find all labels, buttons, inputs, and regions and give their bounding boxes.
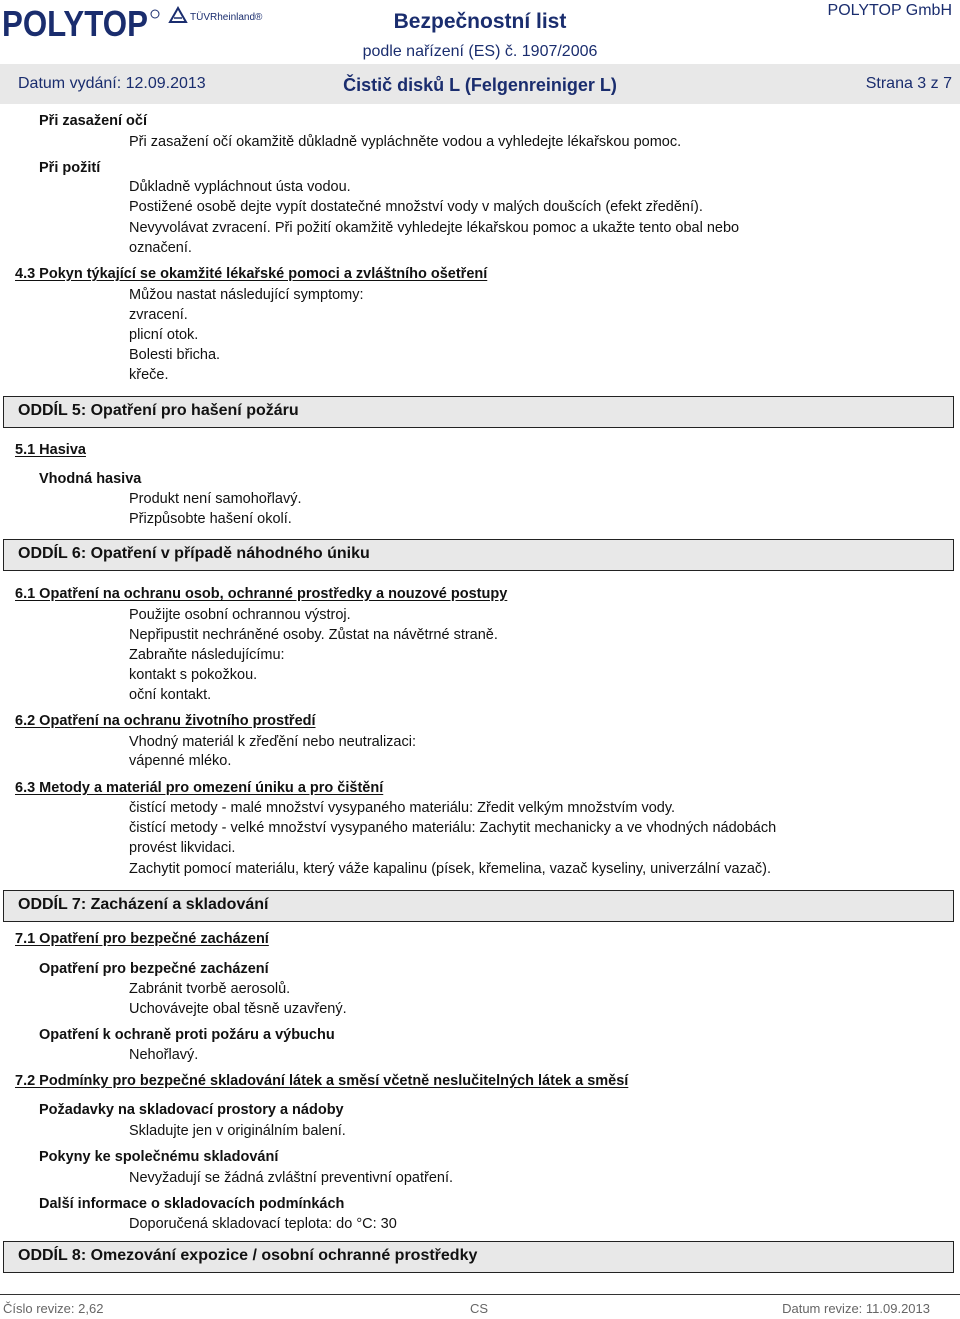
storage-info-label: Další informace o skladovacích podmínkách xyxy=(39,1196,345,1212)
protection-line: kontakt s pokožkou. xyxy=(129,667,258,683)
subsection-6-3-title: 6.3 Metody a materiál pro omezení úniku a pro čištění xyxy=(15,780,384,796)
ingestion-line: Postižené osobě dejte vypít dostatečné množství vody v malých doušcích (efekt zředění). xyxy=(129,199,703,215)
section-8-heading xyxy=(3,1241,954,1273)
svg-text:TÜVRheinland®: TÜVRheinland® xyxy=(190,12,263,23)
section-7-heading xyxy=(3,890,954,922)
section-8-title: ODDÍL 8: Omezování expozice / osobní ochranné prostředky xyxy=(18,1247,478,1264)
cleanup-line: Zachytit pomocí materiálu, který váže kapalinu (písek, křemelina, vazač kyseliny, univerzální vazač). xyxy=(129,861,772,877)
symptom-line: Bolesti břicha. xyxy=(129,347,221,363)
subsection-6-2-title: 6.2 Opatření na ochranu životního prostředí xyxy=(15,713,316,729)
section-7-title: ODDÍL 7: Zacházení a skladování xyxy=(18,896,269,913)
section-5-title: ODDÍL 5: Opatření pro hašení požáru xyxy=(18,402,299,419)
eye-contact-label: Při zasažení očí xyxy=(39,113,147,129)
environment-line: vápenné mléko. xyxy=(129,753,232,769)
subsection-6-1-title: 6.1 Opatření na ochranu osob, ochranné prostředky a nouzové postupy xyxy=(15,586,508,602)
suitable-media-line: Přizpůsobte hašení okolí. xyxy=(129,511,292,527)
subsection-4-3-title: 4.3 Pokyn týkající se okamžité lékařské pomoci a zvláštního ošetření xyxy=(15,266,488,282)
subsection-5-1-title: 5.1 Hasiva xyxy=(15,442,86,458)
joint-storage-text: Nevyžadují se žádná zvláštní preventivní opatření. xyxy=(129,1170,454,1186)
storage-info-text: Doporučená skladovací teplota: do °C: 30 xyxy=(129,1216,397,1232)
symptom-line: plicní otok. xyxy=(129,327,199,343)
cleanup-line: provést likvidaci. xyxy=(129,840,236,856)
section-6-title: ODDÍL 6: Opatření v případě náhodného úniku xyxy=(18,545,370,562)
ingestion-line: označení. xyxy=(129,240,192,256)
joint-storage-label: Pokyny ke společnému skladování xyxy=(39,1149,279,1165)
symptom-line: zvracení. xyxy=(129,307,188,323)
issue-date: Datum vydání: 12.09.2013 xyxy=(18,75,206,92)
storage-requirements-label: Požadavky na skladovací prostory a nádoby xyxy=(39,1102,344,1118)
environment-line: Vhodný materiál k zřeďění nebo neutralizaci: xyxy=(129,734,416,750)
symptom-line: Můžou nastat následující symptomy: xyxy=(129,287,364,303)
protection-line: Použijte osobní ochrannou výstroj. xyxy=(129,607,351,623)
cleanup-line: čistící metody - malé množství vysypaného materiálu: Zředit velkým množstvím vody. xyxy=(129,800,676,816)
suitable-media-label: Vhodná hasiva xyxy=(39,471,142,487)
footer-divider xyxy=(0,1294,960,1295)
language-code: CS xyxy=(470,1301,489,1316)
cleanup-line: čistící metody - velké množství vysypaného materiálu: Zachytit mechanicky a ve vhodných nádobách xyxy=(129,820,777,836)
page-number: Strana 3 z 7 xyxy=(865,75,952,92)
protection-line: Nepřipustit nechráněné osoby. Zůstat na návětrné straně. xyxy=(129,627,498,643)
section-5-heading xyxy=(3,396,954,428)
section-6-heading xyxy=(3,539,954,571)
ingestion-label: Při požití xyxy=(39,160,101,176)
safe-handling-label: Opatření pro bezpečné zacházení xyxy=(39,961,269,977)
fire-protection-line: Nehořlavý. xyxy=(129,1047,199,1063)
revision-date: Datum revize: 11.09.2013 xyxy=(782,1301,930,1316)
eye-contact-text: Při zasažení očí okamžitě důkladně vypláchněte vodou a vyhledejte lékařskou pomoc. xyxy=(129,134,682,150)
protection-line: oční kontakt. xyxy=(129,687,212,703)
document-subtitle: podle nařízení (ES) č. 1907/2006 xyxy=(362,43,598,60)
suitable-media-line: Produkt není samohořlavý. xyxy=(129,491,302,507)
company-name: POLYTOP GmbH xyxy=(827,2,952,19)
protection-line: Zabraňte následujícímu: xyxy=(129,647,285,663)
revision-number: Číslo revize: 2,62 xyxy=(3,1301,104,1316)
ingestion-line: Nevyvolávat zvracení. Při požití okamžitě vyhledejte lékařskou pomoc a ukažte tento obal nebo xyxy=(129,220,740,236)
svg-text:POLYTOP: POLYTOP xyxy=(2,4,148,44)
subsection-7-1-title: 7.1 Opatření pro bezpečné zacházení xyxy=(15,931,269,947)
subsection-7-2-title: 7.2 Podmínky pro bezpečné skladování látek a směsí včetně neslučitelných látek a směsí xyxy=(15,1073,629,1089)
fire-protection-label: Opatření k ochraně proti požáru a výbuchu xyxy=(39,1027,335,1043)
symptom-line: křeče. xyxy=(129,367,169,383)
document-title: Bezpečnostní list xyxy=(393,10,567,33)
safe-handling-line: Uchovávejte obal těsně uzavřený. xyxy=(129,1001,347,1017)
safe-handling-line: Zabránit tvorbě aerosolů. xyxy=(129,981,291,997)
storage-requirements-text: Skladujte jen v originálním balení. xyxy=(129,1123,346,1139)
ingestion-line: Důkladně vypláchnout ústa vodou. xyxy=(129,179,351,195)
product-name: Čistič disků L (Felgenreiniger L) xyxy=(343,75,617,95)
